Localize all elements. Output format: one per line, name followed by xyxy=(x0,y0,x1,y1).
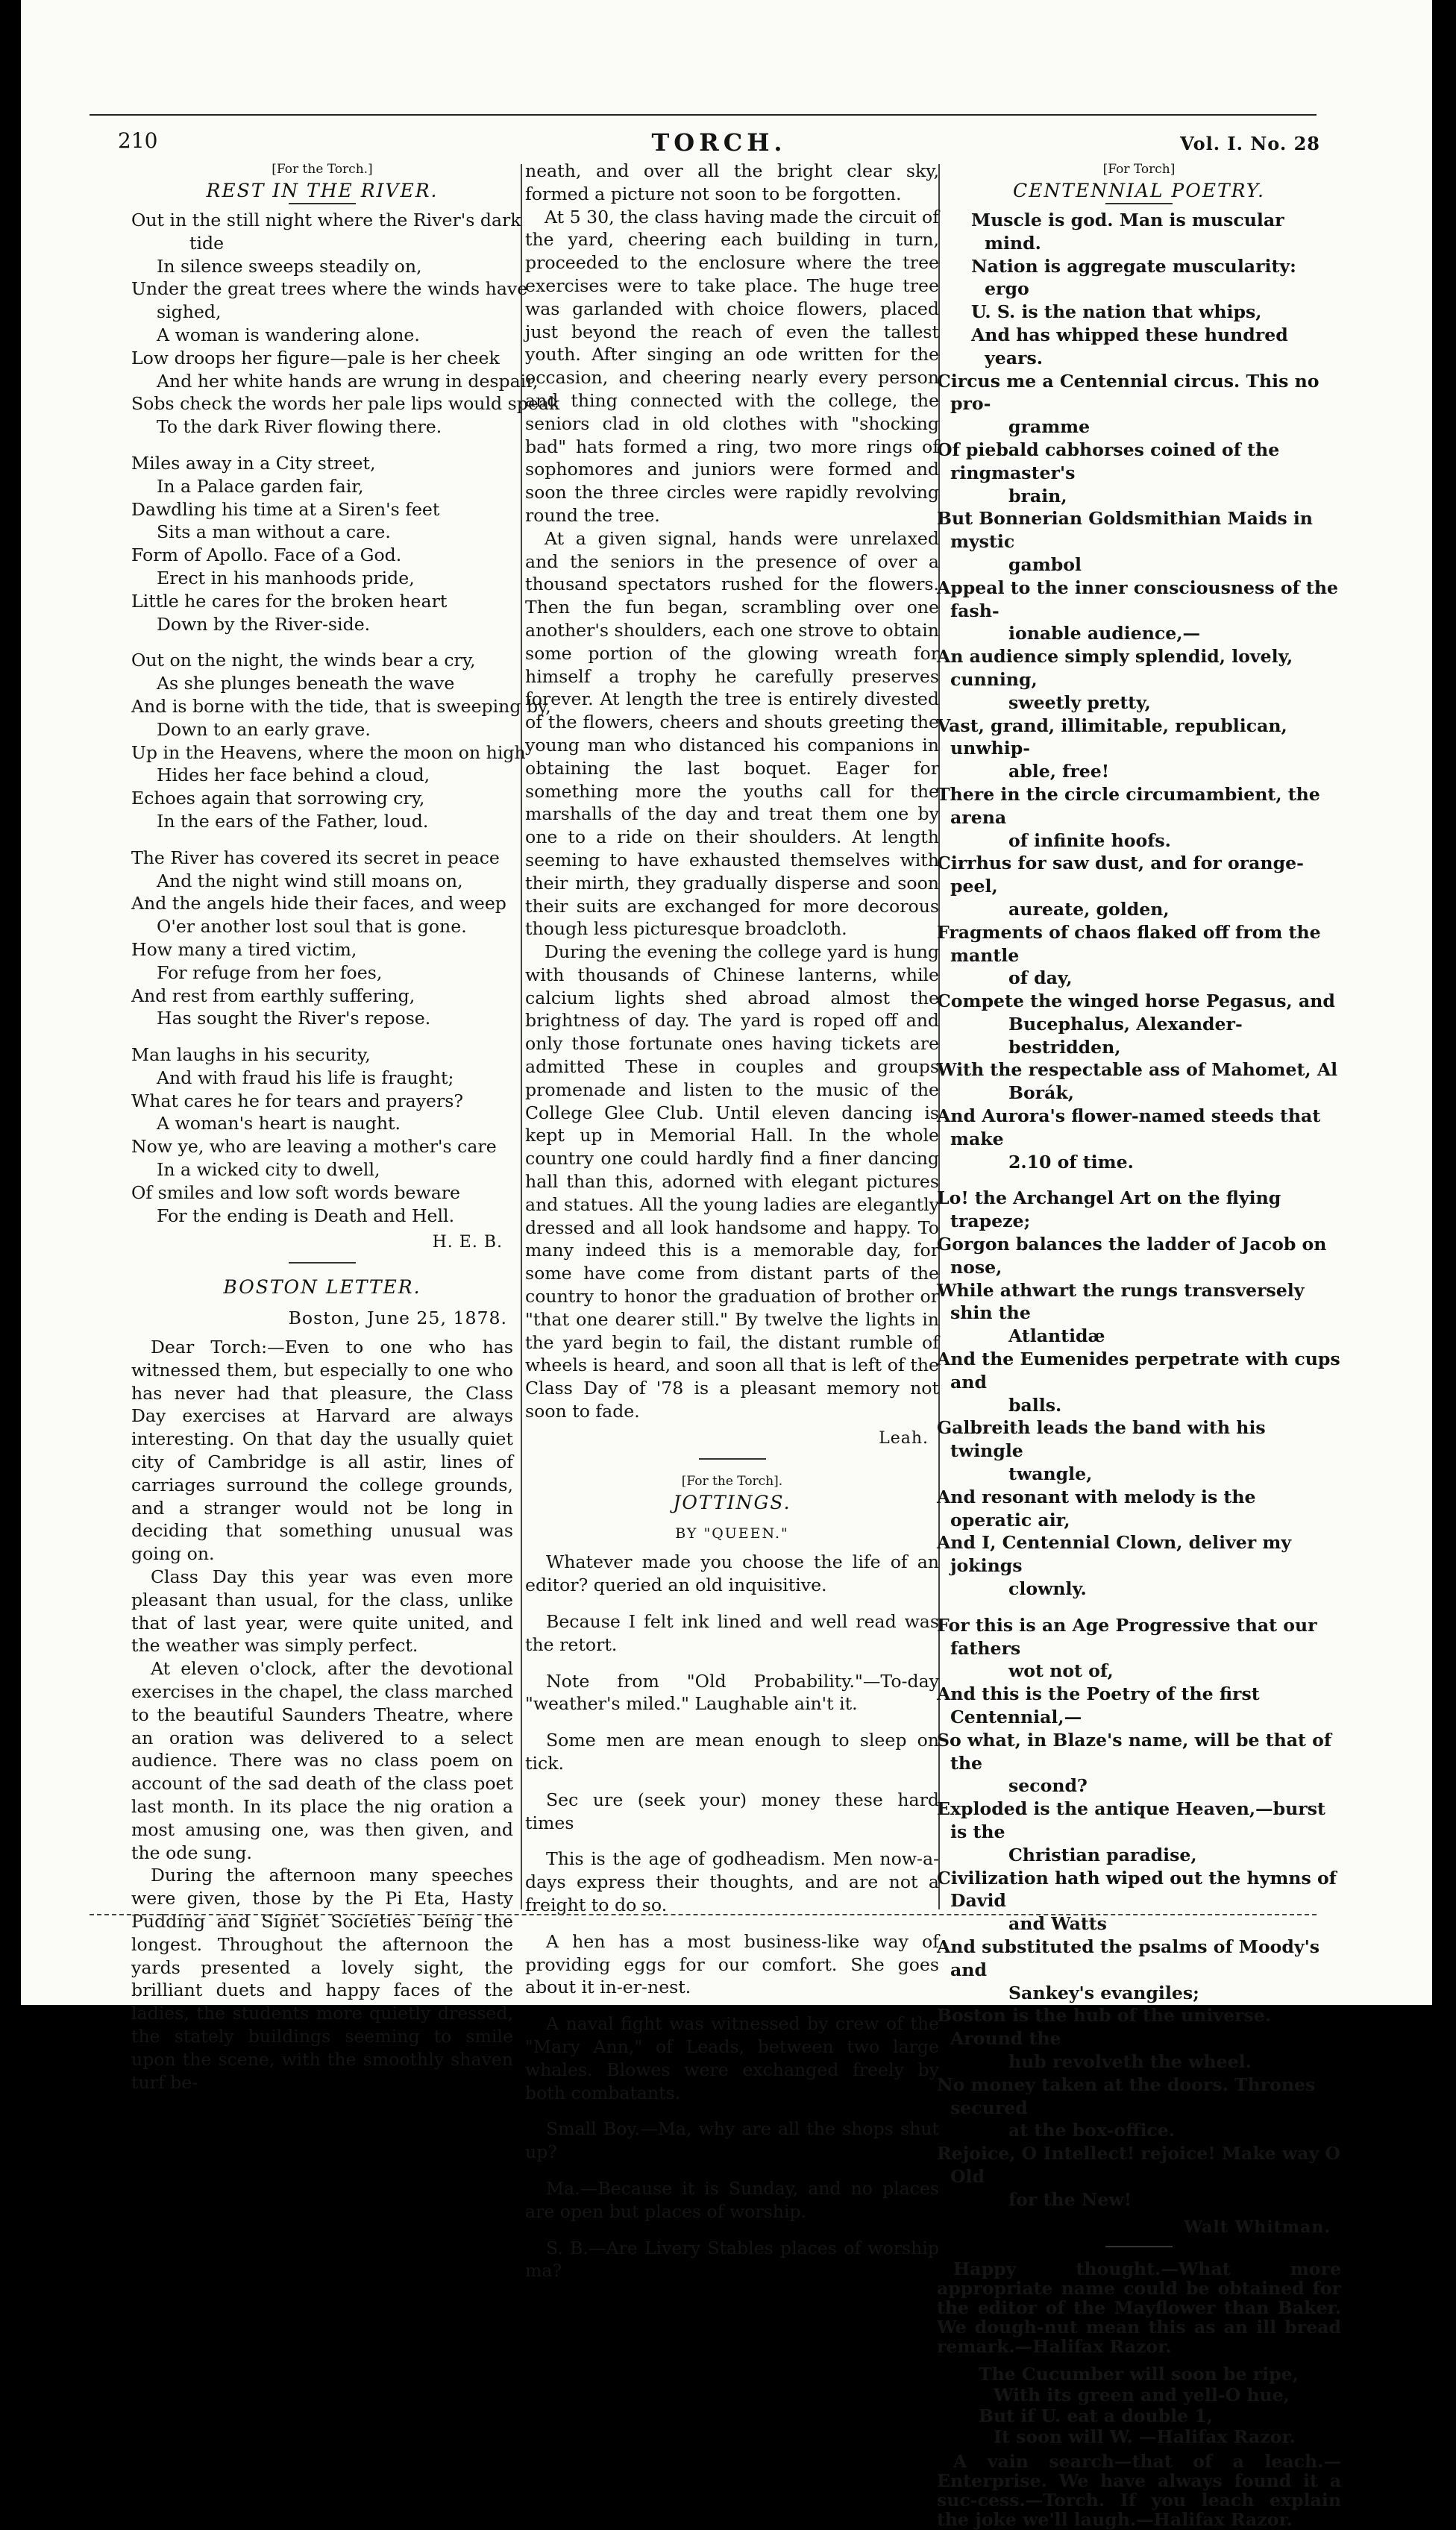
verse-line: And Aurora's flower-named steeds that make xyxy=(937,1105,1321,1149)
verse-line: Now ye, who are leaving a mother's care xyxy=(131,1136,497,1158)
masthead-title: TORCH. xyxy=(651,128,787,157)
paragraph: Ma.—Because it is Sunday, and no places are open but places of worship. xyxy=(525,2177,939,2222)
verse-line: With its green and yell-O hue, xyxy=(994,2385,1290,2406)
verse-line: balls. xyxy=(1008,1394,1062,1416)
verse-line: wot not of, xyxy=(1008,1660,1114,1682)
paragraph: At 5 30, the class having made the circuit of the yard, cheering each building in turn, proceeded to the enclosure where the tree exercises were to take place. The huge tree was garlanded with choice flowers, placed just beyond the reach of even the tallest youth. After singing an ode written for the occasion, and cheering nearly every person and thing connected with the college, the seniors clad in old clothes with "shocking bad" hats formed a ring, two more rings of sophomores and juniors were formed and soon the three circles were rapidly revolving round the tree. xyxy=(525,206,939,526)
verse-line: Of piebald cabhorses coined of the ringmaster's xyxy=(937,439,1280,483)
volume-number: Vol. I. No. 28 xyxy=(1180,133,1320,154)
verse-line: Cirrhus for saw dust, and for orange-peel, xyxy=(937,853,1304,897)
jottings-title: JOTTINGS. xyxy=(673,1491,791,1513)
section-ornament xyxy=(1105,2246,1173,2250)
letter-body xyxy=(131,1336,513,2094)
poem-credit: [For the Torch.] xyxy=(272,162,373,177)
verse-line: And has whipped these hundred years. xyxy=(971,324,1288,368)
verse-line: For refuge from her foes, xyxy=(157,961,383,983)
verse-line: Form of Apollo. Face of a God. xyxy=(131,544,402,566)
verse-line: The River has covered its secret in peace xyxy=(131,847,500,868)
verse-line: Echoes again that sorrowing cry, xyxy=(131,788,425,809)
verse-line: No money taken at the doors. Thrones secured xyxy=(937,2074,1316,2118)
verse-line: A woman's heart is naught. xyxy=(157,1113,401,1134)
paragraph: Class Day this year was even more pleasant than usual, for the class, unlike that of last year, were quite united, and the weather was simply perfect. xyxy=(131,1566,513,1657)
column-divider xyxy=(521,164,522,1909)
paragraph: This is the age of godheadism. Men now-a-days express their thoughts, and are not a freight to do so. xyxy=(525,1848,939,1915)
paragraph: S. B.—Are Livery Stables places of worship ma? xyxy=(525,2237,939,2282)
verse-line: With the respectable ass of Mahomet, Al xyxy=(937,1059,1338,1081)
verse-line: And substituted the psalms of Moody's and xyxy=(937,1936,1320,1980)
verse-line: What cares he for tears and prayers? xyxy=(131,1090,464,1111)
verse-line: O'er another lost soul that is gone. xyxy=(157,916,467,938)
leach-text: A vain search—that of a leach.—Enterprise. We have always found it a suc-cess.—Torch. If you leach explain the joke we'll laugh.—Halifax Razor. xyxy=(937,2451,1341,2530)
stanza-break xyxy=(131,439,513,452)
verse-line: U. S. is the nation that whips, xyxy=(971,301,1262,323)
paragraph: Some men are mean enough to sleep on tick. xyxy=(525,1730,939,1774)
verse-line: ionable audience,— xyxy=(1008,623,1201,644)
poem-body xyxy=(131,209,560,1227)
verse-line: Exploded is the antique Heaven,—burst is the xyxy=(937,1798,1325,1842)
verse-line: And her white hands are wrung in despair, xyxy=(157,370,539,392)
verse-line: Has sought the River's repose. xyxy=(157,1008,431,1029)
paragraph: At a given signal, hands were unrelaxed and the seniors in the presence of over a thousand spectators rushed for the flowers. Then the fun began, scrambling over one another's shoulders, each one strove to obtain some portion of the glowing wreath for himself a trophy he carefully preserves forever. At length the tree is entirely divested of the flowers, cheers and shouts greeting the young man who distanced his companions in obtaining the last boquet. Eager for something more the youths call for the marshalls of the day and treat them one by one to a ride on their shoulders. At length seeming to have exhausted themselves with their mirth, they gradually disperse and soon their suits are exchanged for more decorous though less picturesque broadcloth. xyxy=(525,527,939,940)
section-ornament xyxy=(289,1262,356,1266)
page-number: 210 xyxy=(118,128,158,153)
poetry-body xyxy=(937,209,1341,2212)
verse-line: tide xyxy=(189,232,225,254)
verse-line: Sobs check the words her pale lips would speak xyxy=(131,393,560,415)
paragraph: A naval fight was witnessed by crew of the "Mary Ann," of Leads, between two large whales. Blowes were exchanged freely by both combatants. xyxy=(525,2013,939,2103)
verse-line: And I, Centennial Clown, deliver my jokings xyxy=(937,1532,1292,1577)
verse-line: Vast, grand, illimitable, republican, unwhip- xyxy=(937,715,1287,759)
verse-line: The Cucumber will soon be ripe, xyxy=(979,2364,1299,2385)
verse-line: It soon will W. —Halifax Razor. xyxy=(994,2426,1296,2448)
verse-line: Lo! the Archangel Art on the flying trapeze; xyxy=(937,1187,1281,1232)
verse-line: Little he cares for the broken heart xyxy=(131,590,448,612)
verse-line: There in the circle circumambient, the arena xyxy=(937,783,1320,828)
jottings-byline: BY "QUEEN." xyxy=(675,1525,789,1542)
verse-line: Nation is aggregate muscularity: ergo xyxy=(971,255,1296,300)
jottings-body xyxy=(525,1551,939,2282)
title-rule xyxy=(1105,203,1173,206)
paragraph: A hen has a most business-like way of providing eggs for our comfort. She goes about it in-er-nest. xyxy=(525,1930,939,1998)
column-2 xyxy=(525,160,939,2296)
verse-line: able, free! xyxy=(1008,761,1110,782)
paragraph: During the afternoon many speeches were given, those by the Pi Eta, Hasty Pudding and Signet Societies being the longest. Throughout the afternoon the yards presented a lovely sight, the brilliant duets and happy faces of the ladies, the students more quietly dressed, the stately buildings seeming to smile upon the scene, with the smoothly shaven turf be- xyxy=(131,1865,513,2093)
page-header xyxy=(118,128,1320,163)
verse-line: Hides her face behind a cloud, xyxy=(157,765,430,786)
poem-signature: H. E. B. xyxy=(432,1233,503,1252)
happy-thought xyxy=(937,2259,1341,2356)
leach-item xyxy=(937,2452,1341,2529)
verse-line: hub revolveth the wheel. xyxy=(1008,2050,1252,2072)
verse-line: And rest from earthly suffering, xyxy=(131,985,415,1006)
poetry-credit: [For Torch] xyxy=(1102,162,1176,177)
verse-line: In a wicked city to dwell, xyxy=(157,1159,380,1181)
verse-line: Out on the night, the winds bear a cry, xyxy=(131,650,476,671)
verse-line: Appeal to the inner consciousness of the fash- xyxy=(937,577,1338,621)
verse-line: twangle, xyxy=(1008,1463,1093,1485)
verse-line: Sits a man without a care. xyxy=(157,521,391,543)
verse-line: Under the great trees where the winds have xyxy=(131,278,528,300)
verse-line: In silence sweeps steadily on, xyxy=(157,255,422,277)
verse-line: And resonant with melody is the operatic air, xyxy=(937,1486,1256,1531)
verse-line: Sankey's evangiles; xyxy=(1008,1982,1199,2003)
verse-line: Borák, xyxy=(1008,1082,1074,1104)
verse-line: But Bonnerian Goldsmithian Maids in mystic xyxy=(937,508,1313,553)
paragraph: During the evening the college yard is hung with thousands of Chinese lanterns, while calcium lights shed abroad almost the brightness of day. The yard is roped off and only those fortunate ones having tickets are admitted These in couples and groups promenade and listen to the music of the College Glee Club. Until eleven dancing is kept up in Memorial Hall. In the whole country one could hardly find a finer dancing hall than this, adorned with elegant pictures and statues. All the young ladies are elegantly dressed and all look handsome and happy. To many indeed this is a memorable day, for some have come from distant parts of the country to honor the graduation of brother or "that one dearer still." By twelve the lights in the yard begin to fail, the distant rumble of wheels is heard, and soon all that is left of the Class Day of '78 is a pleasant memory not soon to fade. xyxy=(525,941,939,1422)
verse-line: So what, in Blaze's name, will be that of the xyxy=(937,1729,1332,1774)
paragraph: Whatever made you choose the life of an editor? queried an old inquisitive. xyxy=(525,1551,939,1596)
verse-line: Fragments of chaos flaked off from the mantle xyxy=(937,921,1321,966)
verse-line: Bucephalus, Alexander-bestridden, xyxy=(1008,1013,1243,1058)
verse-line: For the ending is Death and Hell. xyxy=(157,1205,455,1226)
verse-line: Down by the River-side. xyxy=(157,613,371,635)
verse-line: But if U. eat a double 1, xyxy=(979,2405,1213,2427)
paragraph: Dear Torch:—Even to one who has witnessed them, but especially to one who has never had that pleasure, the Class Day exercises at Harvard are always interesting. On that day the usually quiet city of Cambridge is all astir, lines of carriages surround the college grounds, and a stranger would not be long in deciding that something unusual was going on. xyxy=(131,1337,513,1565)
header-rule xyxy=(90,114,1317,116)
verse-line: In the ears of the Father, loud. xyxy=(157,810,429,832)
paragraph: Because I felt ink lined and well read was the retort. xyxy=(525,1611,939,1655)
poetry-title: CENTENNIAL POETRY. xyxy=(1013,180,1265,201)
column-1 xyxy=(131,160,560,2094)
verse-line: Rejoice, O Intellect! rejoice! Make way O Old xyxy=(937,2143,1340,2187)
verse-line: for the New! xyxy=(1008,2188,1132,2210)
paragraph: neath, and over all the bright clear sky, formed a picture not soon to be forgotten. xyxy=(525,160,939,204)
verse-line: Out in the still night where the River's dark xyxy=(131,210,521,230)
verse-line: For this is an Age Progressive that our fathers xyxy=(937,1614,1317,1659)
verse-line: An audience simply splendid, lovely, cunning, xyxy=(937,646,1293,690)
verse-line: Low droops her figure—pale is her cheek xyxy=(131,347,500,368)
verse-line: gambol xyxy=(1008,553,1082,575)
bottom-rule xyxy=(90,1914,1317,1915)
verse-line: Man laughs in his security, xyxy=(131,1044,371,1066)
title-rule xyxy=(289,203,356,206)
paragraph: Sec ure (seek your) money these hard times xyxy=(525,1789,939,1833)
jottings-credit: [For the Torch]. xyxy=(681,1473,783,1489)
verse-line: To the dark River flowing there. xyxy=(157,416,442,438)
verse-line: Up in the Heavens, where the moon on high xyxy=(131,741,526,763)
verse-line: brain, xyxy=(1008,485,1067,506)
verse-line: And the angels hide their faces, and weep xyxy=(131,893,506,914)
verse-line: at the box-office. xyxy=(1008,2120,1176,2141)
verse-line: In a Palace garden fair, xyxy=(157,475,364,497)
verse-line: Of smiles and low soft words beware xyxy=(131,1181,461,1203)
stanza-break xyxy=(131,1030,513,1043)
happy-thought-text: Happy thought.—What more appropriate name could be obtained for the editor of the Mayflower than Baker. We dough-nut mean this as an ill bread remark.—Halifax Razor. xyxy=(937,2259,1341,2358)
verse-line: And the night wind still moans on, xyxy=(157,870,463,891)
newspaper-page xyxy=(21,0,1432,2530)
verse-line: Circus me a Centennial circus. This no pro- xyxy=(937,370,1320,415)
verse-line: And with fraud his life is fraught; xyxy=(157,1067,454,1088)
verse-line: A woman is wandering alone. xyxy=(157,324,420,345)
verse-line: Down to an early grave. xyxy=(157,718,371,740)
verse-line: Erect in his manhoods pride, xyxy=(157,567,415,588)
verse-line: While athwart the rungs transversely shin the xyxy=(937,1279,1305,1324)
verse-line: How many a tired victim, xyxy=(131,938,357,960)
verse-line: gramme xyxy=(1008,416,1091,438)
paragraph: Note from "Old Probability."—To-day "weather's miled." Laughable ain't it. xyxy=(525,1670,939,1715)
verse-line: And the Eumenides perpetrate with cups and xyxy=(937,1349,1340,1393)
paragraph: Small Boy.—Ma, why are all the shops shut up? xyxy=(525,2118,939,2163)
verse-line: of infinite hoofs. xyxy=(1008,829,1171,851)
verse-line: And this is the Poetry of the first Centennial,— xyxy=(937,1683,1260,1727)
verse-line: 2.10 of time. xyxy=(1008,1151,1134,1173)
verse-line: Civilization hath wiped out the hymns of David xyxy=(937,1867,1337,1912)
verse-line: Muscle is god. Man is muscular mind. xyxy=(971,210,1284,254)
letter-continued xyxy=(525,160,939,1423)
verse-line: Compete the winged horse Pegasus, and xyxy=(937,991,1335,1012)
verse-line: As she plunges beneath the wave xyxy=(157,673,455,694)
letter-signature: Leah. xyxy=(879,1428,929,1448)
verse-line: Miles away in a City street, xyxy=(131,452,376,474)
column-3 xyxy=(937,160,1341,2529)
stanza-break xyxy=(937,1173,1341,1187)
verse-line: Galbreith leads the band with his twingle xyxy=(937,1417,1266,1462)
verse-line: sighed, xyxy=(157,301,222,323)
verse-line: aureate, golden, xyxy=(1008,898,1170,920)
cucumber-verse xyxy=(937,2364,1341,2447)
verse-line: And is borne with the tide, that is sweeping by, xyxy=(131,695,551,717)
paragraph: At eleven o'clock, after the devotional exercises in the chapel, the class marched to the beautiful Saunders Theatre, where an oration was delivered to a select audience. There was no class poem on account of the sad death of the class poet last month. In its place the nig oration a most amusing one, was then given, and the ode sung. xyxy=(131,1658,513,1863)
verse-line: and Watts xyxy=(1008,1913,1107,1935)
letter-dateline: Boston, June 25, 1878. xyxy=(288,1308,507,1329)
letter-title: BOSTON LETTER. xyxy=(223,1276,421,1299)
verse-line: second? xyxy=(1008,1775,1088,1797)
poem-title: REST IN THE RIVER. xyxy=(206,180,439,201)
stanza-break xyxy=(131,635,513,649)
verse-line: Gorgon balances the ladder of Jacob on nose, xyxy=(937,1234,1327,1278)
verse-line: Christian paradise, xyxy=(1008,1844,1197,1865)
verse-line: Atlantidæ xyxy=(1008,1325,1105,1347)
stanza-break xyxy=(937,1601,1341,1614)
verse-line: Boston is the hub of the universe. Around the xyxy=(937,2005,1272,2050)
stanza-break xyxy=(131,833,513,847)
poetry-signature: Walt Whitman. xyxy=(1184,2217,1331,2237)
verse-line: Dawdling his time at a Siren's feet xyxy=(131,498,440,520)
section-ornament xyxy=(699,1458,766,1463)
verse-line: sweetly pretty, xyxy=(1008,691,1151,713)
verse-line: clownly. xyxy=(1008,1578,1087,1600)
verse-line: of day, xyxy=(1008,967,1073,989)
